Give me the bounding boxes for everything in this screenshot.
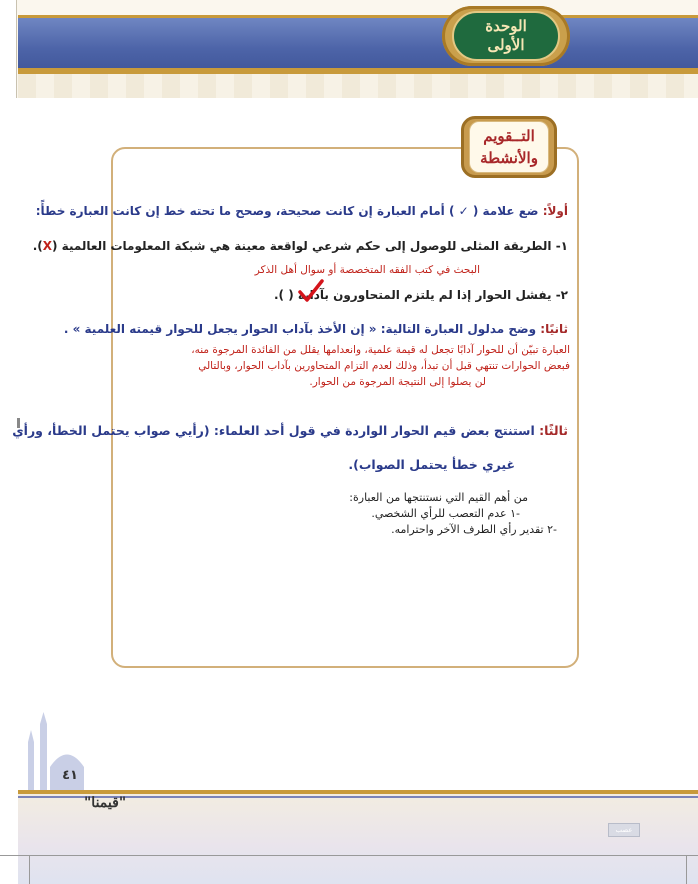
unit-title-line2: الأولى [487, 36, 525, 54]
section-three-lead: ثالثًا: [539, 423, 568, 438]
section-three-answer-intro: من أهم القيم التي نستنتجها من العبارة: [349, 491, 528, 504]
evaluation-title [469, 121, 549, 173]
section-three-text-line1: استنتج بعض قيم الحوار الواردة في قول أحد العلماء: (رأيي صواب يحتمل الخطأ، ورأي [12, 423, 535, 438]
page-edge-line [0, 855, 698, 856]
page-number: ٤١ [62, 768, 78, 783]
section-two-heading [64, 322, 568, 336]
bottom-gold-rule [18, 790, 698, 794]
unit-title [452, 11, 560, 61]
crop-mark-right [686, 855, 687, 884]
section-three-answer-2: -٢ تقدير رأي الطرف الآخر واحترامه. [391, 523, 557, 536]
top-pattern-strip [18, 74, 698, 98]
section-one-item1 [33, 239, 568, 253]
section-one-lead: أولاً: [542, 204, 568, 218]
footer-slogan: "قيمنا" [84, 795, 127, 811]
section-two-answer-line3: لن يصلوا إلى النتيجة المرجوة من الحوار. [309, 376, 486, 388]
exercise-box [111, 147, 579, 668]
section-two-answer-line2: فبعض الحوارات تنتهي قبل أن تبدأ، وذلك لعدم التزام المتحاورين بآداب الحوار، وبالتالي [198, 360, 570, 372]
checkmark-icon [298, 279, 324, 303]
item1-text: ١- الطريقة المثلى للوصول إلى حكم شرعي لواقعة معينة هي شبكة المعلومات العالمية ( [52, 239, 568, 253]
section-one-heading [36, 204, 568, 218]
unit-title-line1: الوحدة [485, 17, 527, 35]
crop-mark-left [29, 855, 30, 884]
section-two-lead: ثانيًا: [540, 322, 568, 336]
section-three-heading [12, 423, 568, 438]
section-two-answer-line1: العبارة تبيّن أن للحوار آدابًا تجعل له قيمة علمية، وانعدامها يقلل من الفائدة المرجوة منه، [191, 344, 570, 356]
section-three-answer-1: -١ عدم التعصب للرأي الشخصي. [371, 507, 520, 520]
item1-correction: البحث في كتب الفقه المتخصصة أو سوال أهل الذكر [254, 264, 480, 276]
top-blue-band [18, 18, 698, 74]
evaluation-title-line2: والأنشطة [480, 149, 538, 167]
item1-close: ). [32, 239, 43, 253]
publisher-logo: عصب [608, 823, 640, 837]
section-two-text: وضح مدلول العبارة التالية: « إن الأخذ بآداب الحوار يجعل للحوار قيمته العلمية » . [63, 322, 537, 336]
x-mark: X [42, 239, 53, 253]
evaluation-title-line1: التــقويم [483, 127, 535, 145]
section-one-item2: ٢- يفشل الحوار إذا لم يلتزم المتحاورون بآدابه ( ). [273, 288, 568, 302]
section-three-text-line2: غيري خطأ يحتمل الصواب). [348, 457, 515, 472]
section-one-text: ضع علامة ( ✓ ) أمام العبارة إن كانت صحيحة، وصحح ما تحته خط إن كانت العبارة خطأً: [35, 204, 539, 218]
